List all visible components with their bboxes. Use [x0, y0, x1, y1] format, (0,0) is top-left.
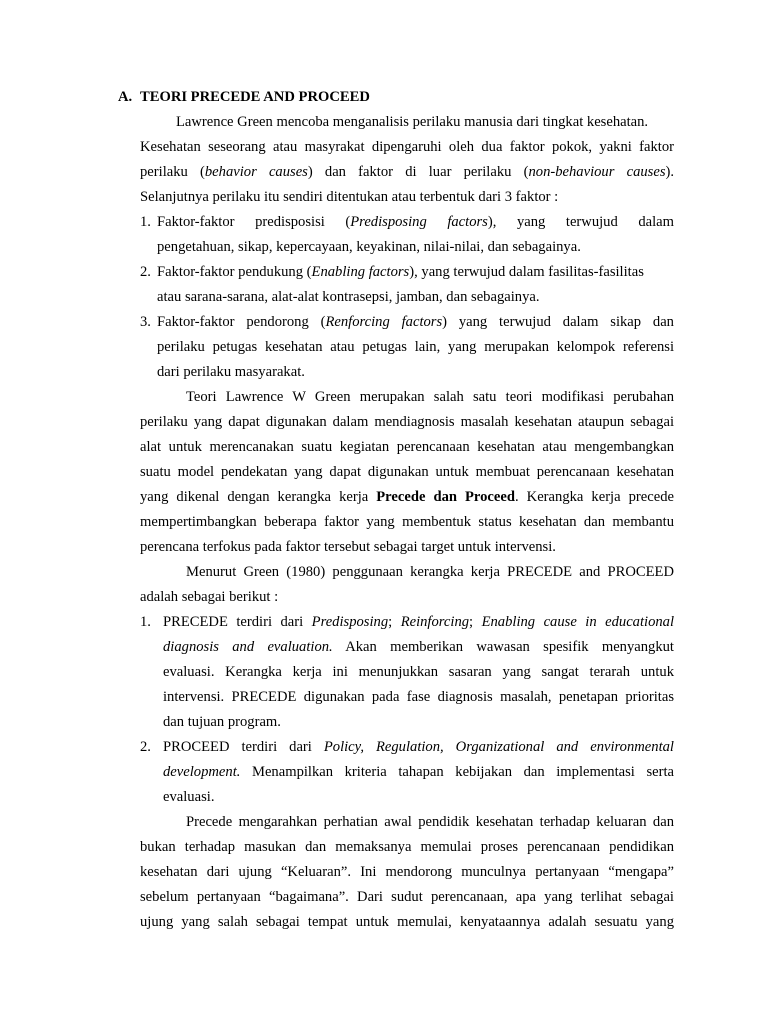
list-item-line: perilaku petugas kesehatan atau petugas lain, yang merupakan kelompok referensi — [157, 339, 674, 355]
list-number: 1. — [140, 214, 151, 230]
text-run: ; — [388, 614, 401, 630]
list-number: 1. — [140, 614, 151, 630]
text-run: ) dan faktor di luar perilaku ( — [307, 164, 529, 180]
paragraph-line — [140, 488, 674, 506]
text-run: ), yang terwujud dalam fasilitas-fasilitas — [409, 264, 644, 280]
text-run: Faktor-faktor pendukung ( — [157, 264, 312, 280]
list-item-line — [163, 738, 674, 756]
list-item-line: atau sarana-sarana, alat-alat kontrasepsi, jamban, dan sebagainya. — [157, 289, 540, 305]
text-run: Faktor-faktor predisposisi ( — [157, 214, 351, 230]
text-run: . Kerangka kerja precede — [514, 489, 674, 505]
list-item-line: dan tujuan program. — [163, 714, 281, 730]
list-number: 2. — [140, 739, 151, 755]
list-item-line: evaluasi. Kerangka kerja ini menunjukkan sasaran yang sangat terarah untuk — [163, 664, 674, 680]
text-run: Menampilkan kriteria tahapan kebijakan dan implementasi serta — [240, 764, 674, 780]
list-item-line — [163, 638, 674, 656]
italic-term: Predisposing factors — [350, 214, 488, 230]
list-item-line: intervensi. PRECEDE digunakan pada fase diagnosis masalah, penetapan prioritas — [163, 689, 674, 705]
text-run: ) yang terwujud dalam sikap dan — [442, 314, 674, 330]
text-run: yang dikenal dengan kerangka kerja — [140, 489, 377, 505]
paragraph-line: Selanjutnya perilaku itu sendiri ditentukan atau terbentuk dari 3 faktor : — [140, 189, 559, 205]
italic-term: Enabling cause in educational — [481, 614, 675, 630]
paragraph-line: Teori Lawrence W Green merupakan salah satu teori modifikasi perubahan — [186, 389, 674, 405]
text-run: Faktor-faktor pendorong ( — [157, 314, 326, 330]
text-run: PROCEED terdiri dari — [163, 739, 324, 755]
list-number: 3. — [140, 314, 151, 330]
italic-term: non-behaviour causes — [528, 164, 666, 180]
text-run: Akan memberikan wawasan spesifik menyangkut — [332, 639, 674, 655]
list-item-line — [163, 613, 674, 631]
paragraph-line: ujung yang salah sebagai tempat untuk memulai, kenyataannya adalah sesuatu yang — [140, 914, 674, 930]
text-run: ), yang terwujud dalam — [487, 214, 675, 230]
paragraph-line: bukan terhadap masukan dan memaksanya memulai proses perencanaan pendidikan — [140, 839, 674, 855]
list-item-line — [157, 213, 674, 231]
paragraph-line: mempertimbangkan beberapa faktor yang membentuk status kesehatan dan membantu — [140, 514, 674, 530]
paragraph-line: Precede mengarahkan perhatian awal pendidik kesehatan terhadap keluaran dan — [186, 814, 674, 830]
paragraph-line: alat untuk merencanakan suatu kegiatan perencanaan kesehatan atau mengembangkan — [140, 439, 674, 455]
paragraph-line: adalah sebagai berikut : — [140, 589, 279, 605]
paragraph-line: perilaku yang dapat digunakan dalam mendiagnosis masalah kesehatan ataupun sebagai — [140, 414, 674, 430]
list-item-line — [163, 763, 674, 781]
paragraph-line: perencana terfokus pada faktor tersebut sebagai target untuk intervensi. — [140, 539, 556, 555]
section-heading: TEORI PRECEDE AND PROCEED — [140, 89, 370, 105]
list-item-line: dari perilaku masyarakat. — [157, 364, 305, 380]
list-item-line — [157, 263, 644, 281]
paragraph-line: Menurut Green (1980) penggunaan kerangka kerja PRECEDE and PROCEED — [186, 564, 674, 580]
italic-term: Predisposing — [311, 614, 389, 630]
italic-term: Policy, Regulation, Organizational and environmental — [323, 739, 674, 755]
text-run: ; — [469, 614, 482, 630]
italic-term: behavior causes — [204, 164, 308, 180]
text-run: perilaku ( — [140, 164, 205, 180]
paragraph-line: Lawrence Green mencoba menganalisis perilaku manusia dari tingkat kesehatan. — [176, 114, 649, 130]
paragraph-line: Kesehatan seseorang atau masyrakat dipengaruhi oleh dua faktor pokok, yakni faktor — [140, 139, 674, 155]
list-item-line: evaluasi. — [163, 789, 215, 805]
list-item-line — [157, 313, 674, 331]
italic-term: Renforcing factors — [325, 314, 443, 330]
italic-term: Enabling factors — [311, 264, 410, 280]
paragraph-line — [140, 163, 674, 181]
heading-number: A. — [118, 89, 133, 105]
italic-term: Reinforcing — [400, 614, 470, 630]
bold-term: Precede dan Proceed — [376, 489, 515, 505]
list-number: 2. — [140, 264, 151, 280]
paragraph-line: sebelum pertanyaan “bagaimana”. Dari sudut perencanaan, apa yang terlihat sebagai — [140, 889, 674, 905]
italic-term: diagnosis and evaluation. — [163, 639, 333, 655]
italic-term: development. — [163, 764, 241, 780]
list-item-line: pengetahuan, sikap, kepercayaan, keyakinan, nilai-nilai, dan sebagainya. — [157, 239, 581, 255]
text-run: ). — [665, 164, 675, 180]
text-run: PRECEDE terdiri dari — [163, 614, 312, 630]
paragraph-line: suatu model pendekatan yang dapat digunakan untuk membuat perencanaan kesehatan — [140, 464, 674, 480]
paragraph-line: kesehatan dari ujung “Keluaran”. Ini mendorong munculnya pertanyaan “mengapa” — [140, 864, 674, 880]
